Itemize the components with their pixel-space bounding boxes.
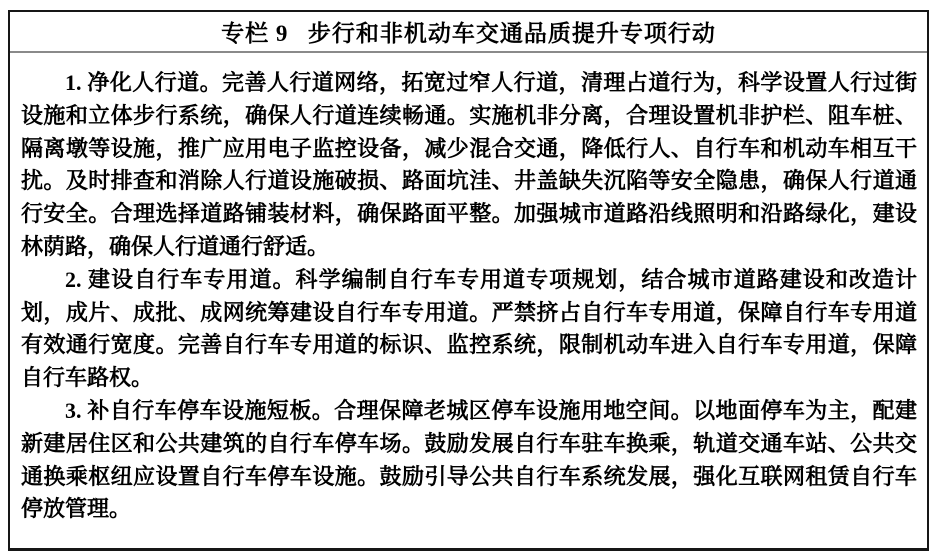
column-number-label: 专栏 9: [221, 21, 289, 46]
paragraph-1-pedestrian-ways: 1. 净化人行道。完善人行道网络，拓宽过窄人行道，清理占道行为，科学设置人行过街设施和立体步行系统，确保人行道连续畅通。实施机非分离，合理设置机非护栏、阻车桩、隔离墩等设施，推广应用电子监控设备，减少混合交通，降低行人、自行车和机动车相互干扰。及时排查和消除人行道设施破损、路面坑洼、井盖缺失沉陷等安全隐患，确保人行道通行安全。合理选择道路铺装材料，确保路面平整。加强城市道路沿线照明和沿路绿化，建设林荫路，确保人行道通行舒适。: [21, 70, 917, 259]
paragraph-3-bicycle-parking: 3. 补自行车停车设施短板。合理保障老城区停车设施用地空间。以地面停车为主，配建新建居住区和公共建筑的自行车停车场。鼓励发展自行车驻车换乘，轨道交通车站、公共交通换乘枢纽应设置自行车停车设施。鼓励引导公共自行车系统发展，强化互联网租赁自行车停放管理。: [21, 397, 917, 522]
paragraph-2-bicycle-lanes: 2. 建设自行车专用道。科学编制自行车专用道专项规划，结合城市道路建设和改造计划，成片、成批、成网统筹建设自行车专用道。严禁挤占自行车专用道，保障自行车专用道有效通行宽度。完善自行车专用道的标识、监控系统，限制机动车进入自行车专用道，保障自行车路权。: [21, 266, 917, 391]
column-title: 步行和非机动车交通品质提升专项行动: [307, 21, 716, 46]
column-box-body: [10, 53, 927, 526]
column-box-header: [10, 12, 927, 53]
special-action-column-box: [8, 10, 929, 551]
